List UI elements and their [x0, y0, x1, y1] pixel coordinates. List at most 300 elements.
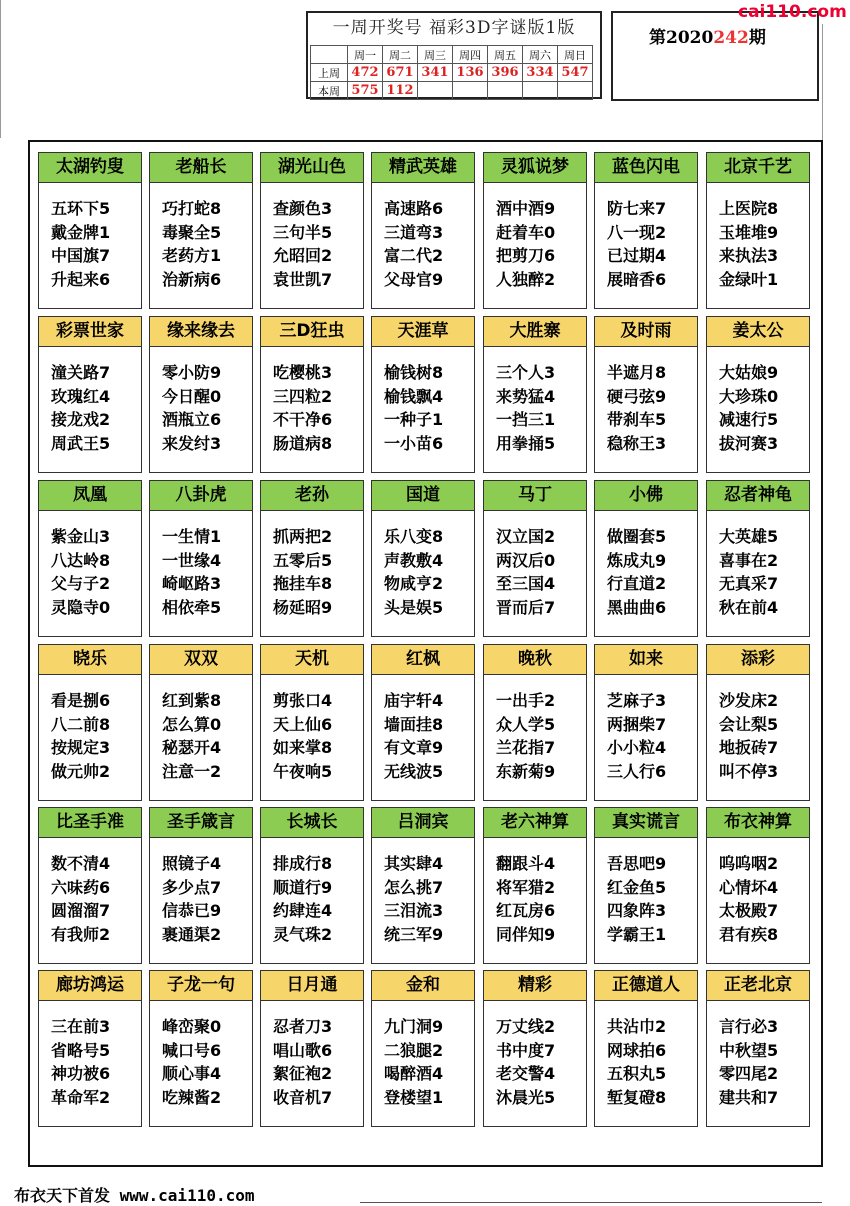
riddle-card: [260, 316, 364, 473]
card-items: [595, 675, 697, 783]
riddle-line: 絮征袍2: [273, 1064, 333, 1083]
riddle-line: 黑曲曲6: [607, 597, 667, 617]
card-items: [150, 675, 252, 783]
riddle-card: [483, 316, 587, 473]
card-title: 马丁: [484, 481, 586, 511]
riddle-line: 喜事在2: [719, 550, 779, 570]
card-title: 精彩: [484, 971, 586, 1001]
riddle-line: 酒瓶立6: [162, 410, 222, 429]
issue-number: 242: [713, 28, 749, 48]
riddle-line: 一出手2: [496, 691, 556, 710]
riddle-card: [706, 152, 810, 309]
card-items: [707, 675, 809, 783]
riddle-line: 兰花指7: [496, 738, 556, 757]
day-header: 周五: [488, 46, 523, 64]
riddle-line: 不干净6: [273, 410, 333, 429]
result-cell: 575: [348, 82, 383, 100]
riddle-line: 毒聚全5: [162, 222, 222, 242]
riddle-line: 多少点7: [162, 877, 222, 897]
riddle-card: [260, 970, 364, 1127]
riddle-line: 崎岖路3: [162, 574, 222, 593]
riddle-line: 接龙戏2: [51, 410, 111, 429]
riddle-line: 升起来6: [51, 269, 111, 289]
riddle-line: 三句半5: [273, 222, 333, 242]
riddle-line: 一小苗6: [384, 433, 444, 453]
riddle-line: 吃辣酱2: [162, 1087, 222, 1107]
riddle-line: 怎么算0: [162, 714, 222, 734]
result-cell: 112: [383, 82, 418, 100]
card-title: 灵狐说梦: [484, 153, 586, 183]
riddle-card: [483, 807, 587, 964]
riddle-line: 信恭已9: [162, 901, 222, 920]
riddle-line: 五零后5: [273, 550, 333, 570]
card-items: [150, 1001, 252, 1109]
result-cell: 136: [453, 64, 488, 82]
card-title: 姜太公: [707, 317, 809, 347]
riddle-line: 照镜子4: [162, 854, 222, 873]
riddle-line: 玫瑰红4: [51, 386, 111, 406]
riddle-line: 有文章9: [384, 738, 444, 757]
card-title: 精武英雄: [372, 153, 474, 183]
riddle-card: [594, 316, 698, 473]
riddle-line: 已过期4: [607, 246, 667, 265]
riddle-card: [149, 480, 253, 637]
card-title: 布衣神算: [707, 808, 809, 838]
riddle-line: 无真采7: [719, 574, 779, 593]
riddle-line: 玉堆堆9: [719, 222, 779, 242]
riddle-card: [706, 970, 810, 1127]
riddle-line: 沐晨光5: [496, 1087, 556, 1107]
riddle-line: 展暗香6: [607, 269, 667, 289]
card-items: [484, 347, 586, 455]
card-title: 正德道人: [595, 971, 697, 1001]
riddle-line: 三在前3: [51, 1017, 111, 1036]
card-title: 正老北京: [707, 971, 809, 1001]
card-items: [150, 347, 252, 455]
riddle-line: 无线波5: [384, 761, 444, 781]
left-rule: [0, 0, 1, 138]
result-cell: [523, 82, 558, 100]
riddle-line: 墙面挂8: [384, 714, 444, 734]
riddle-line: 心情坏4: [719, 877, 779, 897]
riddle-line: 袁世凯7: [273, 269, 333, 289]
card-items: [261, 838, 363, 946]
riddle-line: 戴金牌1: [51, 222, 111, 242]
card-items: [595, 347, 697, 455]
riddle-line: 父与子2: [51, 574, 111, 593]
weekly-results-title: 一周开奖号 福彩3D字谜版1版: [332, 18, 576, 38]
card-title: 金和: [372, 971, 474, 1001]
riddle-line: 红金鱼5: [607, 877, 667, 897]
riddle-line: 老交警4: [496, 1064, 556, 1083]
card-items: [39, 675, 141, 783]
riddle-line: 杨延昭9: [273, 597, 333, 617]
riddle-line: 八一现2: [607, 222, 667, 242]
riddle-line: 相依牵5: [162, 597, 222, 617]
card-items: [372, 675, 474, 783]
riddle-line: 来执法3: [719, 246, 779, 265]
riddle-card: [483, 644, 587, 801]
card-items: [595, 511, 697, 619]
riddle-card: [38, 970, 142, 1127]
riddle-line: 一挡三1: [496, 410, 556, 429]
riddle-line: 万丈线2: [496, 1017, 556, 1036]
riddle-line: 乐八变8: [384, 527, 444, 546]
riddle-line: 榆钱飘4: [384, 386, 444, 406]
riddle-line: 小小粒4: [607, 738, 667, 757]
riddle-line: 灵气珠2: [273, 924, 333, 944]
card-items: [150, 511, 252, 619]
riddle-line: 赶着车0: [496, 222, 556, 242]
riddle-line: 带刹车5: [607, 410, 667, 429]
card-items: [595, 838, 697, 946]
riddle-line: 吾思吧9: [607, 854, 667, 873]
card-items: [150, 838, 252, 946]
riddle-line: 老药方1: [162, 246, 222, 265]
card-items: [261, 675, 363, 783]
riddle-line: 忍者刀3: [273, 1017, 333, 1036]
riddle-line: 物咸亨2: [384, 574, 444, 593]
riddle-card: [38, 807, 142, 964]
card-items: [261, 183, 363, 291]
riddle-line: 会让梨5: [719, 714, 779, 734]
riddle-line: 建共和7: [719, 1087, 779, 1107]
card-title: 双双: [150, 645, 252, 675]
riddle-card: [38, 152, 142, 309]
riddle-line: 言行必3: [719, 1017, 779, 1036]
riddle-line: 富二代2: [384, 246, 444, 265]
card-title: 八卦虎: [150, 481, 252, 511]
riddle-line: 太极殿7: [719, 901, 779, 920]
riddle-card: [38, 480, 142, 637]
riddle-line: 今日醒0: [162, 386, 222, 406]
riddle-line: 大英雄5: [719, 527, 779, 546]
card-title: 天涯草: [372, 317, 474, 347]
result-cell: 341: [418, 64, 453, 82]
riddle-line: 堑复磴8: [607, 1087, 667, 1107]
card-title: 小佛: [595, 481, 697, 511]
riddle-line: 允昭回2: [273, 246, 333, 265]
riddle-line: 同伴知9: [496, 924, 556, 944]
card-title: 湖光山色: [261, 153, 363, 183]
card-items: [261, 511, 363, 619]
riddle-line: 三四粒2: [273, 386, 333, 406]
result-cell: [558, 82, 593, 100]
card-items: [484, 1001, 586, 1109]
riddle-line: 秋在前4: [719, 597, 779, 617]
riddle-line: 将军猎2: [496, 877, 556, 897]
riddle-line: 周武王5: [51, 433, 111, 453]
riddle-card: [483, 970, 587, 1127]
riddle-line: 共沾巾2: [607, 1017, 667, 1036]
riddle-line: 做圈套5: [607, 527, 667, 546]
riddle-line: 神功被6: [51, 1064, 111, 1083]
riddle-line: 头是娱5: [384, 597, 444, 617]
card-title: 凤凰: [39, 481, 141, 511]
riddle-line: 沙发床2: [719, 691, 779, 710]
riddle-card: [38, 644, 142, 801]
card-items: [707, 183, 809, 291]
riddle-line: 登楼望1: [384, 1087, 444, 1107]
riddle-line: 金绿叶1: [719, 269, 779, 289]
right-rule: [822, 24, 823, 142]
riddle-line: 喊口号6: [162, 1040, 222, 1060]
riddle-line: 零小防9: [162, 363, 222, 382]
card-title: 如来: [595, 645, 697, 675]
riddle-card: [594, 970, 698, 1127]
riddle-card: [371, 152, 475, 309]
card-title: 晚秋: [484, 645, 586, 675]
issue-title: 第2020242期: [649, 28, 766, 48]
card-title: 红枫: [372, 645, 474, 675]
riddle-line: 拖挂车8: [273, 574, 333, 593]
riddle-line: 治新病6: [162, 269, 222, 289]
card-title: 忍者神龟: [707, 481, 809, 511]
riddle-line: 半遮月8: [607, 363, 667, 382]
riddle-line: 怎么挑7: [384, 877, 444, 897]
card-items: [707, 1001, 809, 1109]
riddle-line: 三人行6: [607, 761, 667, 781]
card-items: [484, 511, 586, 619]
riddle-line: 排成行8: [273, 854, 333, 873]
riddle-line: 君有疾8: [719, 924, 779, 944]
card-title: 圣手箴言: [150, 808, 252, 838]
riddle-line: 酒中酒9: [496, 199, 556, 218]
card-items: [484, 675, 586, 783]
riddle-line: 中国旗7: [51, 246, 111, 265]
card-items: [484, 183, 586, 291]
riddle-card: [149, 152, 253, 309]
card-items: [595, 1001, 697, 1109]
riddle-card: [594, 480, 698, 637]
riddle-line: 父母官9: [384, 269, 444, 289]
riddle-card: [483, 480, 587, 637]
riddle-card: [260, 152, 364, 309]
riddle-line: 防七来7: [607, 199, 667, 218]
riddle-line: 肠道病8: [273, 433, 333, 453]
card-title: 比圣手准: [39, 808, 141, 838]
riddle-line: 榆钱树8: [384, 363, 444, 382]
riddle-line: 红到紫8: [162, 691, 222, 710]
riddle-card: [260, 480, 364, 637]
riddle-line: 拔河赛3: [719, 433, 779, 453]
result-cell: 472: [348, 64, 383, 82]
riddle-line: 人独醉2: [496, 269, 556, 289]
riddle-line: 午夜响5: [273, 761, 333, 781]
card-title: 子龙一句: [150, 971, 252, 1001]
riddle-line: 东新菊9: [496, 761, 556, 781]
row-label: 上周: [311, 64, 348, 82]
riddle-line: 统三军9: [384, 924, 444, 944]
riddle-line: 至三国4: [496, 574, 556, 593]
riddle-line: 一生情1: [162, 527, 222, 546]
weekly-results-table: [306, 11, 602, 99]
card-items: [372, 347, 474, 455]
card-title: 三D狂虫: [261, 317, 363, 347]
riddle-line: 省略号5: [51, 1040, 111, 1060]
riddle-line: 芝麻子3: [607, 691, 667, 710]
card-items: [707, 838, 809, 946]
card-title: 彩票世家: [39, 317, 141, 347]
riddle-line: 按规定3: [51, 738, 111, 757]
card-title: 晓乐: [39, 645, 141, 675]
riddle-line: 巧打蛇8: [162, 199, 222, 218]
card-items: [150, 183, 252, 291]
result-cell: 334: [523, 64, 558, 82]
riddle-line: 大珍珠0: [719, 386, 779, 406]
results-grid: [310, 45, 593, 100]
riddle-line: 零四尾2: [719, 1064, 779, 1083]
riddle-card: [260, 644, 364, 801]
riddle-card: [149, 807, 253, 964]
riddle-line: 峰峦聚0: [162, 1017, 222, 1036]
result-cell: [488, 82, 523, 100]
riddle-line: 高速路6: [384, 199, 444, 218]
card-items: [39, 1001, 141, 1109]
card-title: 老六神算: [484, 808, 586, 838]
card-title: 北京千艺: [707, 153, 809, 183]
card-items: [372, 511, 474, 619]
riddle-line: 来势猛4: [496, 386, 556, 406]
riddle-line: 众人学5: [496, 714, 556, 734]
day-header: 周二: [383, 46, 418, 64]
day-header: 周日: [558, 46, 593, 64]
card-items: [39, 838, 141, 946]
riddle-line: 圆溜溜7: [51, 901, 111, 920]
riddle-card: [706, 316, 810, 473]
card-title: 蓝色闪电: [595, 153, 697, 183]
riddle-line: 翻跟斗4: [496, 854, 556, 873]
card-title: 缘来缘去: [150, 317, 252, 347]
card-items: [261, 1001, 363, 1109]
result-cell: 396: [488, 64, 523, 82]
riddle-line: 庙宇轩4: [384, 691, 444, 710]
riddle-line: 收音机7: [273, 1087, 333, 1107]
riddle-line: 灵隐寺0: [51, 597, 111, 617]
card-items: [372, 838, 474, 946]
riddle-card: [38, 316, 142, 473]
riddle-line: 两捆柴7: [607, 714, 667, 734]
day-header: 周四: [453, 46, 488, 64]
result-cell: [418, 82, 453, 100]
riddle-card: [594, 807, 698, 964]
riddle-card: [483, 152, 587, 309]
riddle-line: 一世缘4: [162, 550, 222, 570]
riddle-line: 做元帅2: [51, 761, 111, 781]
riddle-line: 红瓦房6: [496, 901, 556, 920]
card-title: 国道: [372, 481, 474, 511]
riddle-line: 革命军2: [51, 1087, 111, 1107]
riddle-line: 二狼腿2: [384, 1040, 444, 1060]
riddle-card: [149, 316, 253, 473]
card-items: [39, 347, 141, 455]
riddle-line: 秘瑟开4: [162, 738, 222, 757]
day-header: 周六: [523, 46, 558, 64]
riddle-line: 上医院8: [719, 199, 779, 218]
footer-text: 布衣天下首发 www.cai110.com: [14, 1186, 255, 1205]
riddle-line: 五积丸5: [607, 1064, 667, 1083]
footer-rule: [360, 1202, 822, 1203]
riddle-line: 裹通渠2: [162, 924, 222, 944]
riddle-line: 有我师2: [51, 924, 111, 944]
riddle-line: 大姑娘9: [719, 363, 779, 382]
card-items: [372, 1001, 474, 1109]
riddle-card: [371, 480, 475, 637]
riddle-card: [149, 970, 253, 1127]
result-cell: 671: [383, 64, 418, 82]
riddle-line: 一种子1: [384, 410, 444, 429]
riddle-line: 其实肆4: [384, 854, 444, 873]
riddle-line: 数不清4: [51, 854, 111, 873]
riddle-line: 四象阵3: [607, 901, 667, 920]
riddle-line: 吃樱桃3: [273, 363, 333, 382]
site-logo[interactable]: cai110.com: [738, 2, 847, 22]
riddle-line: 两汉后0: [496, 550, 556, 570]
card-items: [261, 347, 363, 455]
riddle-line: 晋而后7: [496, 597, 556, 617]
riddle-line: 叫不停3: [719, 761, 779, 781]
riddle-line: 学霸王1: [607, 924, 667, 944]
riddle-card: [706, 644, 810, 801]
card-items: [707, 347, 809, 455]
riddle-line: 唱山歌6: [273, 1040, 333, 1060]
riddle-line: 如来掌8: [273, 738, 333, 757]
card-title: 天机: [261, 645, 363, 675]
riddle-line: 呜呜咽2: [719, 854, 779, 873]
riddle-card: [706, 480, 810, 637]
riddle-line: 行直道2: [607, 574, 667, 593]
riddle-line: 五环下5: [51, 199, 111, 218]
card-title: 廊坊鸿运: [39, 971, 141, 1001]
day-header: 周一: [348, 46, 383, 64]
card-title: 老船长: [150, 153, 252, 183]
card-title: 日月通: [261, 971, 363, 1001]
riddle-line: 三个人3: [496, 363, 556, 382]
card-title: 大胜寨: [484, 317, 586, 347]
riddle-line: 炼成丸9: [607, 550, 667, 570]
riddle-card: [594, 152, 698, 309]
riddle-line: 六味药6: [51, 877, 111, 897]
card-title: 及时雨: [595, 317, 697, 347]
riddle-line: 书中度7: [496, 1040, 556, 1060]
card-items: [595, 183, 697, 291]
riddle-line: 把剪刀6: [496, 246, 556, 265]
riddle-card: [706, 807, 810, 964]
riddle-line: 潼关路7: [51, 363, 111, 382]
issue-box: [611, 11, 819, 101]
riddle-line: 顺心事4: [162, 1064, 222, 1083]
row-label: 本周: [311, 82, 348, 100]
riddle-card: [371, 644, 475, 801]
riddle-line: 中秋望5: [719, 1040, 779, 1060]
card-items: [39, 511, 141, 619]
riddle-line: 注意一2: [162, 761, 222, 781]
card-title: 老孙: [261, 481, 363, 511]
riddle-line: 声教敷4: [384, 550, 444, 570]
card-title: 太湖钓叟: [39, 153, 141, 183]
day-header: 周三: [418, 46, 453, 64]
riddle-line: 看是捌6: [51, 691, 111, 710]
card-items: [484, 838, 586, 946]
riddle-line: 三道弯3: [384, 222, 444, 242]
card-items: [39, 183, 141, 291]
riddle-line: 三泪流3: [384, 901, 444, 920]
riddle-line: 来发纣3: [162, 433, 222, 453]
riddle-line: 抓两把2: [273, 527, 333, 546]
riddle-line: 汉立国2: [496, 527, 556, 546]
riddle-card: [371, 316, 475, 473]
riddle-line: 天上仙6: [273, 714, 333, 734]
